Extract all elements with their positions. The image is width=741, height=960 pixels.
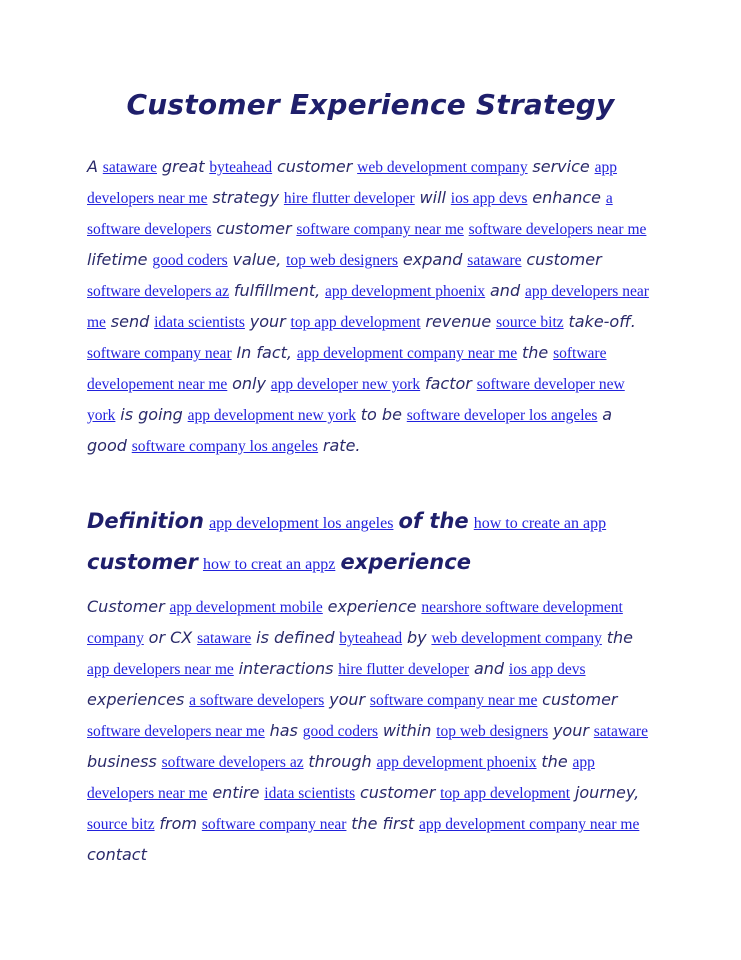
- body-text: from: [159, 814, 197, 833]
- inline-link[interactable]: top app development: [290, 314, 421, 331]
- body-text: business: [87, 752, 157, 771]
- body-text: and: [473, 659, 505, 678]
- body-text: of the: [398, 509, 469, 533]
- body-text: contact: [87, 845, 147, 864]
- inline-link[interactable]: a software developers: [189, 692, 325, 709]
- inline-link[interactable]: nearshore software development company: [87, 599, 623, 647]
- inline-link[interactable]: app developers near me: [87, 661, 234, 678]
- body-text: expand: [402, 250, 463, 269]
- body-text: Definition: [87, 509, 204, 533]
- body-text: a good: [87, 405, 613, 455]
- inline-link[interactable]: how to creat an appz: [202, 556, 336, 573]
- body-text: In fact,: [236, 343, 292, 362]
- inline-link[interactable]: ios app devs: [450, 190, 528, 207]
- body-text: to be: [360, 405, 402, 424]
- body-text: factor: [424, 374, 472, 393]
- inline-link[interactable]: app development company near me: [296, 345, 518, 362]
- body-text: enhance: [532, 188, 601, 207]
- body-text: the: [606, 628, 633, 647]
- body-text: will: [419, 188, 446, 207]
- inline-link[interactable]: app development phoenix: [376, 754, 537, 771]
- inline-link[interactable]: idata scientists: [154, 314, 245, 331]
- paragraph-definition: [87, 592, 649, 870]
- inline-link[interactable]: app developers near me: [87, 754, 595, 802]
- inline-link[interactable]: app development new york: [187, 407, 356, 424]
- inline-link[interactable]: software company near me: [296, 221, 464, 238]
- inline-link[interactable]: software company near: [201, 816, 347, 833]
- body-text: only: [232, 374, 266, 393]
- inline-link[interactable]: app developers near me: [87, 159, 617, 207]
- inline-link[interactable]: software developement near me: [87, 345, 607, 393]
- inline-link[interactable]: good coders: [152, 252, 228, 269]
- inline-link[interactable]: software developers az: [161, 754, 304, 771]
- body-text: rate.: [322, 436, 361, 455]
- inline-link[interactable]: app developer new york: [270, 376, 421, 393]
- body-text: experiences: [87, 690, 185, 709]
- body-text: the first: [351, 814, 415, 833]
- inline-link[interactable]: software developer new york: [87, 376, 625, 424]
- body-text: is defined: [256, 628, 335, 647]
- body-text: customer: [87, 550, 198, 574]
- inline-link[interactable]: software developers near me: [87, 723, 265, 740]
- body-text: Customer: [87, 597, 165, 616]
- body-text: interactions: [238, 659, 334, 678]
- inline-link[interactable]: app developers near me: [87, 283, 649, 331]
- inline-link[interactable]: app development los angeles: [209, 515, 394, 532]
- body-text: is going: [120, 405, 183, 424]
- inline-link[interactable]: a software developers: [87, 190, 613, 238]
- body-text: customer: [526, 250, 602, 269]
- inline-link[interactable]: software company near me: [369, 692, 538, 709]
- body-text: experience: [327, 597, 417, 616]
- body-text: your: [552, 721, 589, 740]
- body-text: revenue: [425, 312, 492, 331]
- body-text: the: [522, 343, 549, 362]
- inline-link[interactable]: software developers near me: [468, 221, 647, 238]
- body-text: within: [382, 721, 432, 740]
- body-text: value,: [232, 250, 282, 269]
- body-text: experience: [340, 550, 471, 574]
- body-text: A: [87, 157, 98, 176]
- inline-link[interactable]: byteahead: [209, 159, 273, 176]
- body-text: through: [308, 752, 372, 771]
- body-text: has: [269, 721, 298, 740]
- inline-link[interactable]: hire flutter developer: [338, 661, 470, 678]
- body-text: take-off.: [568, 312, 636, 331]
- inline-link[interactable]: sataware: [467, 252, 522, 269]
- inline-link[interactable]: good coders: [302, 723, 379, 740]
- inline-link[interactable]: top web designers: [286, 252, 399, 269]
- inline-link[interactable]: top app development: [440, 785, 571, 802]
- inline-link[interactable]: web development company: [431, 630, 602, 647]
- body-text: customer: [276, 157, 353, 176]
- paragraph-intro: [87, 152, 649, 462]
- page-title: Customer Experience Strategy: [126, 88, 615, 121]
- inline-link[interactable]: app development mobile: [169, 599, 323, 616]
- body-text: strategy: [212, 188, 280, 207]
- inline-link[interactable]: app development phoenix: [325, 283, 486, 300]
- section-heading: [87, 502, 649, 584]
- body-text: your: [329, 690, 366, 709]
- body-text: customer: [542, 690, 618, 709]
- body-text: the: [541, 752, 568, 771]
- body-text: great: [161, 157, 205, 176]
- body-text: send: [110, 312, 150, 331]
- body-text: journey,: [574, 783, 640, 802]
- inline-link[interactable]: software developer los angeles: [406, 407, 598, 424]
- inline-link[interactable]: app development company near me: [418, 816, 640, 833]
- body-text: your: [249, 312, 286, 331]
- body-text: or CX: [148, 628, 193, 647]
- inline-link[interactable]: byteahead: [339, 630, 403, 647]
- inline-link[interactable]: how to create an app: [473, 515, 607, 532]
- inline-link[interactable]: idata scientists: [264, 785, 356, 802]
- inline-link[interactable]: software company los angeles: [131, 438, 319, 455]
- inline-link[interactable]: software company near: [87, 345, 232, 362]
- body-text: fulfillment,: [233, 281, 321, 300]
- body-text: by: [406, 628, 427, 647]
- body-text: lifetime: [87, 250, 148, 269]
- body-text: customer: [216, 219, 292, 238]
- body-text: entire: [212, 783, 260, 802]
- inline-link[interactable]: sataware: [197, 630, 252, 647]
- body-text: and: [490, 281, 521, 300]
- body-text: customer: [359, 783, 436, 802]
- inline-link[interactable]: ios app devs: [508, 661, 586, 678]
- inline-link[interactable]: software developers az: [87, 283, 230, 300]
- inline-link[interactable]: web development company: [357, 159, 528, 176]
- inline-link[interactable]: sataware: [102, 159, 157, 176]
- body-text: service: [532, 157, 590, 176]
- inline-link[interactable]: sataware: [593, 723, 648, 740]
- inline-link[interactable]: source bitz: [496, 314, 564, 331]
- inline-link[interactable]: top web designers: [436, 723, 549, 740]
- inline-link[interactable]: hire flutter developer: [283, 190, 415, 207]
- inline-link[interactable]: source bitz: [87, 816, 155, 833]
